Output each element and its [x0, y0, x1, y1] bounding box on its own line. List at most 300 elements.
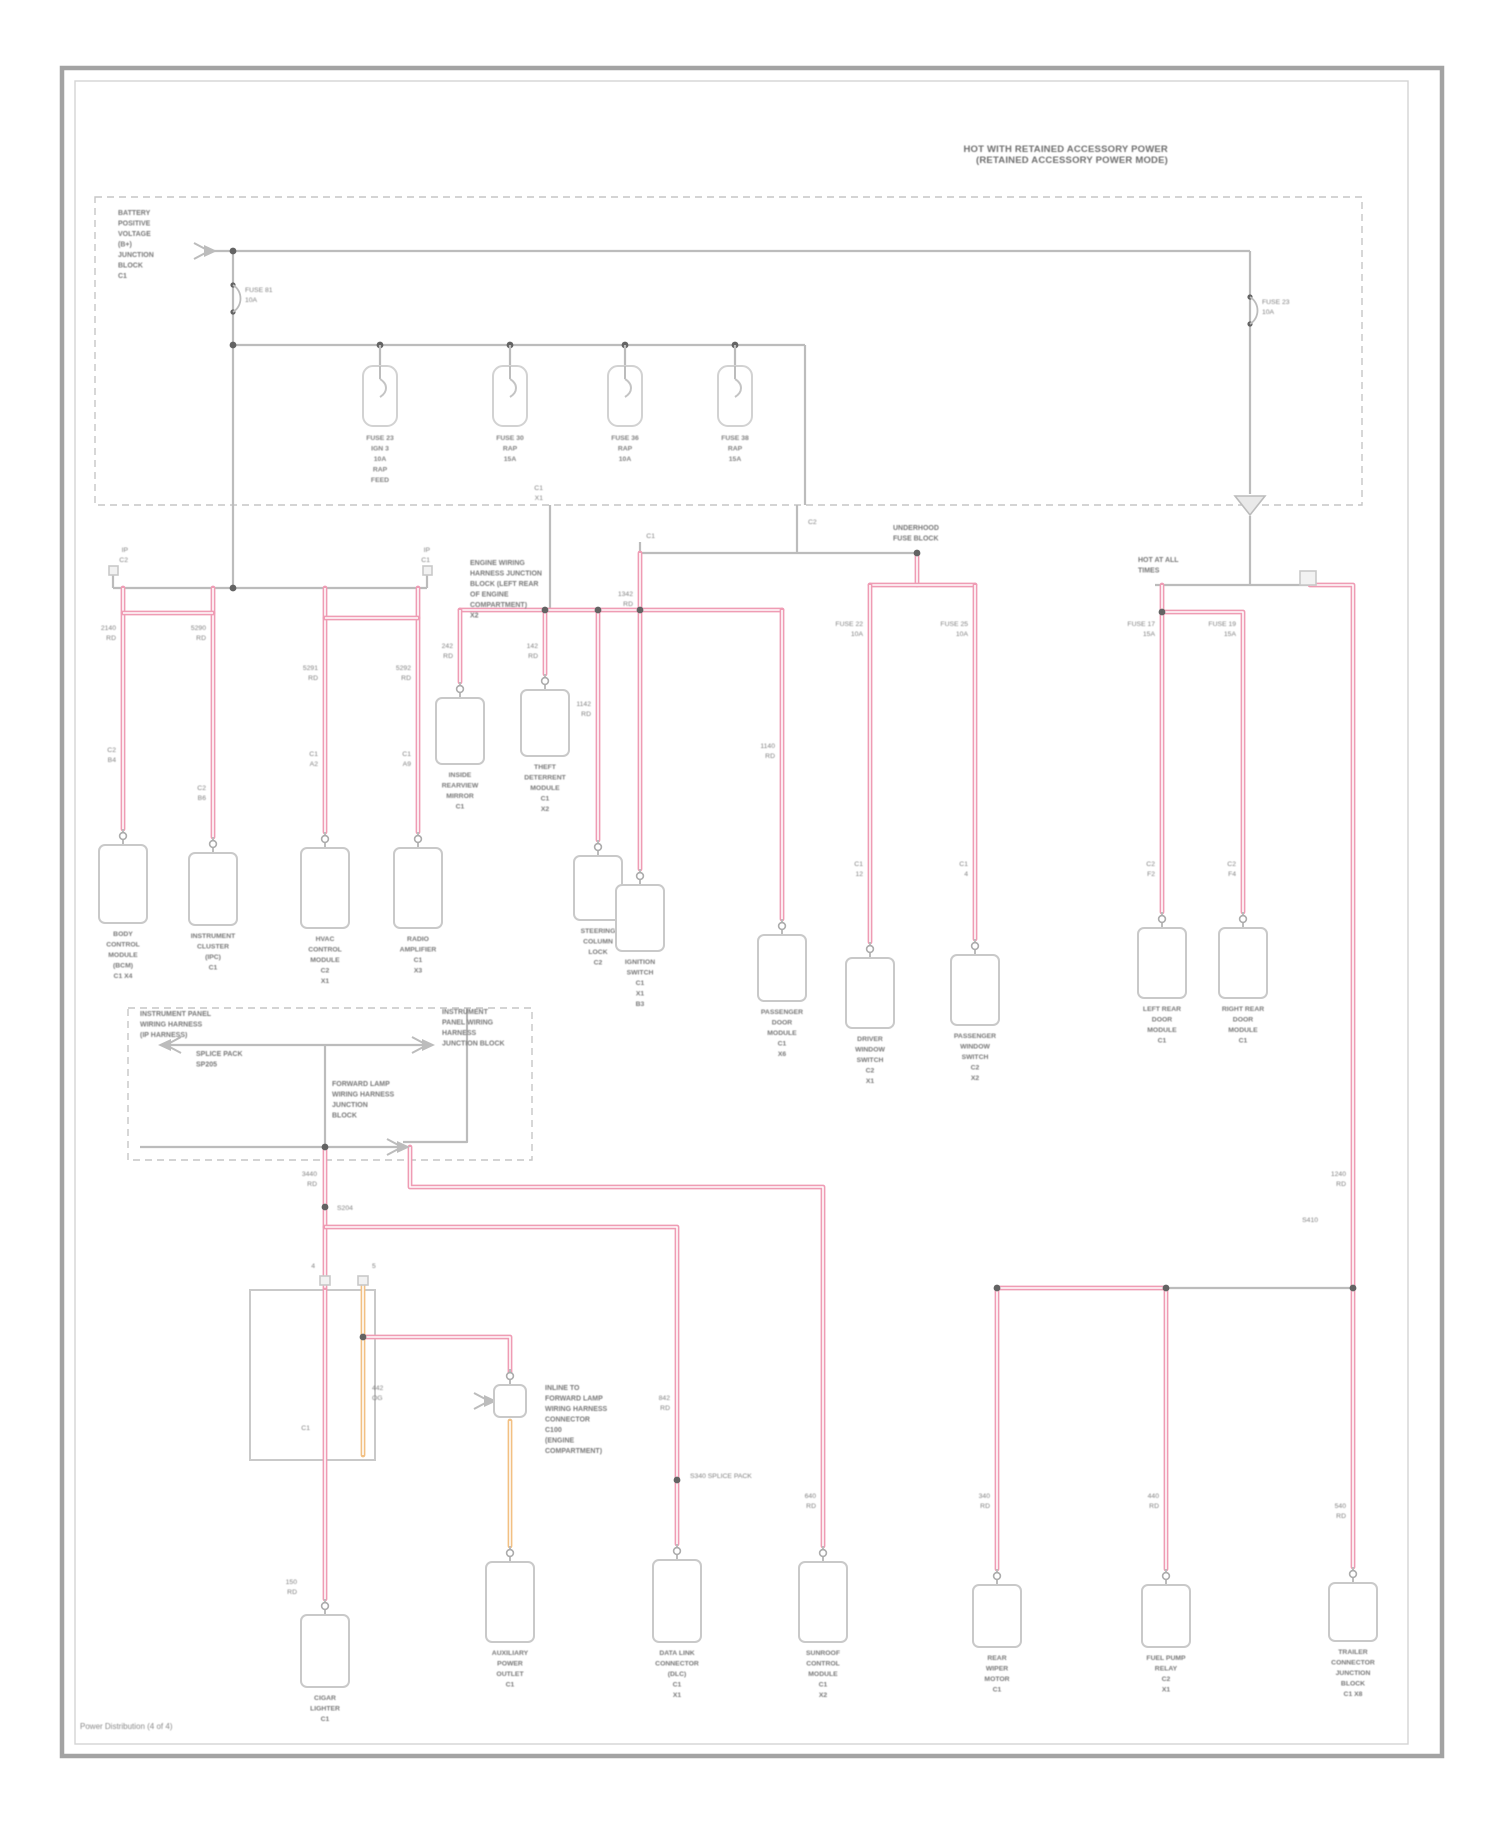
connector-symbol	[846, 958, 894, 1028]
wire-label: 142	[526, 643, 538, 650]
connector-label: SUNROOF	[806, 1650, 840, 1657]
wire-label: C1	[646, 533, 655, 540]
fuse-label: FUSE 38	[721, 435, 749, 442]
label-block-line: X2	[470, 612, 479, 620]
connector-label: X1	[1161, 1686, 1171, 1694]
label-block-line: TIMES	[1138, 567, 1160, 575]
wire-label: 242	[441, 643, 453, 650]
connector-pin-icon	[779, 923, 786, 930]
wire-label: C2	[1227, 861, 1236, 868]
label-block-line: SPLICE PACK	[196, 1051, 243, 1058]
connector-pin-icon	[1163, 1573, 1170, 1580]
connector-label: RIGHT REAR	[1221, 1006, 1265, 1013]
connector-label: COLUMN	[583, 938, 613, 946]
connector-label: POWER	[497, 1660, 523, 1668]
wire-label: RD	[806, 1503, 816, 1510]
wire-label: OG	[372, 1395, 383, 1402]
connector-label: DATA LINK	[659, 1650, 695, 1657]
label-block-line: BLOCK (LEFT REAR	[470, 581, 539, 588]
connector-symbol	[1138, 928, 1186, 998]
connector-label: SWITCH	[856, 1057, 884, 1064]
connector-label: MIRROR	[446, 793, 474, 800]
connector-pin-icon	[457, 686, 464, 693]
junction-dot	[230, 585, 237, 592]
connector-label: MODULE	[1228, 1027, 1258, 1034]
wire-label: RD	[980, 1503, 990, 1510]
connector-pin-icon	[507, 1550, 514, 1557]
label-block-line: BLOCK	[332, 1112, 357, 1120]
wire-label: 4	[311, 1263, 315, 1270]
wire-label: RD	[196, 635, 206, 642]
wire-label: RD	[443, 653, 453, 660]
connector-label: X1	[672, 1692, 682, 1699]
diagram-footer: Power Distribution (4 of 4)	[80, 1722, 173, 1731]
harness-arrow-icon	[204, 245, 217, 257]
junction-dot	[994, 1285, 1001, 1292]
label-block-line: C1	[118, 273, 127, 280]
fuse-label: 15A	[503, 456, 517, 463]
connector-label: MODULE	[310, 957, 340, 964]
label-block-line: INSTRUMENT PANEL	[140, 1011, 212, 1018]
connector-label: (DLC)	[667, 1671, 687, 1678]
wire-label: 150	[285, 1579, 297, 1586]
connector-label: C1	[1238, 1037, 1248, 1045]
connector-label: MODULE	[767, 1030, 797, 1037]
junction-dot	[322, 1144, 329, 1151]
connector-label: C1	[777, 1040, 787, 1048]
wire-label: A2	[309, 761, 318, 768]
wire-label: RD	[1149, 1503, 1159, 1510]
wire-label: RD	[106, 635, 116, 642]
pink-wire	[410, 1147, 823, 1546]
connector-label: X2	[970, 1075, 980, 1082]
connector-pin-icon	[972, 943, 979, 950]
fuse-label: 10A	[618, 456, 632, 463]
connector-label: STEERING	[580, 928, 616, 935]
wire-label: 5	[372, 1263, 376, 1270]
connector-label: C1	[505, 1681, 515, 1689]
fuse-label: FUSE 23	[1262, 299, 1290, 306]
label-block-line: COMPARTMENT)	[470, 602, 528, 609]
label-block-line: INLINE TO	[545, 1385, 580, 1392]
terminal-square	[423, 566, 432, 575]
fuse-label: FUSE 23	[366, 435, 394, 442]
wire-label: RD	[401, 675, 411, 682]
wire-label: RD	[287, 1589, 297, 1596]
connector-label: CONTROL	[106, 941, 140, 949]
fuse-icon	[510, 379, 516, 397]
connector-symbol	[799, 1562, 847, 1642]
connector-pin-icon	[1350, 1571, 1357, 1578]
connector-label: LEFT REAR	[1142, 1006, 1182, 1013]
connector-label: C1	[320, 1716, 330, 1723]
connector-label: X6	[777, 1051, 787, 1058]
label-block-line: WIRING HARNESS	[332, 1091, 395, 1099]
wire-label: 5291	[302, 665, 318, 672]
connector-label: RADIO	[407, 936, 429, 943]
connector-label: INSTRUMENT	[190, 933, 236, 940]
connector-label: INSIDE	[448, 772, 472, 779]
wire-label: S340 SPLICE PACK	[690, 1473, 752, 1480]
connector-label: BODY	[113, 931, 133, 938]
wire-label: F4	[1228, 871, 1236, 878]
label-block-line: HARNESS	[442, 1030, 477, 1037]
fuse-icon	[380, 379, 386, 397]
junction-dot	[542, 607, 549, 614]
connector-label: IGNITION	[624, 959, 656, 966]
wire-label: B4	[107, 757, 116, 764]
connector-label: X1	[635, 990, 645, 998]
connector-label: PASSENGER	[953, 1033, 997, 1040]
component-box	[250, 1290, 375, 1460]
junction-dot	[322, 1204, 329, 1211]
connector-label: C1	[540, 795, 550, 803]
diagram-title-line1: HOT WITH RETAINED ACCESSORY POWER	[963, 144, 1168, 155]
connector-label: X2	[818, 1692, 828, 1699]
connector-label: X2	[540, 806, 550, 813]
connector-pin-icon	[120, 833, 127, 840]
pink-wire-core	[410, 1147, 823, 1546]
terminal-square	[1300, 571, 1316, 585]
wire-label: C2	[119, 557, 128, 564]
connector-symbol	[951, 955, 999, 1025]
connector-label: MODULE	[808, 1671, 838, 1678]
terminal-square	[109, 566, 118, 575]
connector-label: RELAY	[1154, 1665, 1178, 1673]
connector-label: AMPLIFIER	[399, 946, 437, 954]
label-block-line: BLOCK	[118, 262, 143, 270]
connector-pin-icon	[674, 1548, 681, 1555]
connector-label: C2	[865, 1067, 875, 1075]
wire-label: FUSE 25	[940, 621, 968, 628]
fuse-label: 10A	[1262, 309, 1275, 316]
page-border-inner	[75, 81, 1408, 1744]
connector-label: FUEL PUMP	[1146, 1655, 1186, 1662]
connector-pin-icon	[595, 844, 602, 851]
connector-label: WINDOW	[855, 1046, 885, 1054]
fuse-label: RAP	[502, 445, 518, 453]
connector-label: SWITCH	[626, 969, 654, 977]
connector-label: C2	[593, 959, 603, 967]
wire-label: FUSE 22	[835, 621, 863, 628]
connector-pin-icon	[637, 873, 644, 880]
connector-label: PASSENGER	[760, 1009, 804, 1016]
connector-label: CLUSTER	[196, 943, 230, 951]
connector-pin-icon	[994, 1573, 1001, 1580]
connector-label: C1	[818, 1681, 828, 1689]
connector-label: DETERRENT	[524, 774, 566, 782]
wire-label: RD	[528, 653, 538, 660]
label-block-line: HARNESS JUNCTION	[470, 570, 542, 578]
label-block-line: FORWARD LAMP	[545, 1395, 603, 1403]
harness-arrow-icon	[158, 1039, 171, 1051]
connector-symbol	[301, 848, 349, 928]
label-block-line: ENGINE WIRING	[470, 560, 525, 567]
wire-label: RD	[660, 1405, 670, 1412]
connector-symbol	[394, 848, 442, 928]
connector-label: C2	[320, 967, 330, 975]
diagram-title	[963, 144, 1168, 166]
label-block-line: HOT AT ALL	[1138, 557, 1179, 564]
wire-label: 640	[804, 1493, 816, 1500]
wire-label: C1	[959, 861, 968, 868]
wire-label: RD	[307, 1181, 317, 1188]
connector-label: MODULE	[108, 952, 138, 959]
wire-label: RD	[308, 675, 318, 682]
connector-symbol	[301, 1615, 349, 1687]
connector-label: C2	[970, 1064, 980, 1072]
wire-label: X1	[534, 495, 543, 502]
connector-symbol	[486, 1562, 534, 1642]
connector-pin-icon	[322, 1603, 329, 1610]
connector-label: OUTLET	[496, 1671, 524, 1678]
fuse-label: FUSE 30	[496, 435, 524, 442]
label-block-line: WIRING HARNESS	[545, 1406, 608, 1413]
label-block-line: JUNCTION BLOCK	[442, 1040, 505, 1048]
wire-label: 5290	[190, 625, 206, 632]
wire-label: 340	[978, 1493, 990, 1500]
connector-symbol	[1329, 1583, 1377, 1641]
connector-symbol	[1219, 928, 1267, 998]
connector-label: DOOR	[1151, 1016, 1173, 1024]
junction-dot	[674, 1477, 681, 1484]
pink-wire	[363, 1337, 510, 1377]
wire-label: 440	[1147, 1493, 1159, 1500]
wire-label: C2	[1146, 861, 1155, 868]
connector-label: HVAC	[315, 936, 335, 943]
connector-label: WINDOW	[960, 1043, 990, 1051]
pink-wire-core	[1310, 585, 1353, 1567]
wire-label: C2	[197, 785, 206, 792]
wire-label: 442	[372, 1385, 384, 1392]
label-block-line: SP205	[196, 1061, 218, 1069]
wire-label: 1140	[760, 743, 775, 750]
connector-label: REARVIEW	[441, 782, 479, 790]
label-block-line: (B+)	[118, 241, 132, 249]
label-block-line: WIRING HARNESS	[140, 1021, 203, 1029]
connector-symbol	[436, 698, 484, 764]
connector-label: C1	[413, 957, 423, 964]
junction-dot	[595, 607, 602, 614]
connector-label: LIGHTER	[310, 1705, 340, 1713]
pink-wire	[1310, 585, 1353, 1567]
terminal-square	[320, 1276, 330, 1285]
connector-symbol	[758, 935, 806, 1001]
fuse-label: FUSE 81	[245, 287, 273, 294]
page-border-outer	[62, 68, 1442, 1756]
wire-label: 1240	[1330, 1171, 1346, 1178]
wire-label: B6	[197, 795, 206, 802]
connector-label: B3	[635, 1001, 645, 1008]
fuse-label: 15A	[728, 456, 742, 463]
pink-wire-core	[363, 1337, 510, 1377]
fuse-label: RAP	[727, 445, 743, 453]
connector-label: C2	[1161, 1676, 1171, 1683]
wire-label: 540	[1334, 1503, 1346, 1510]
inline-fuse-icon	[233, 285, 241, 312]
wire-label: 15A	[1142, 631, 1155, 638]
fuse-label: IGN 3	[371, 445, 389, 453]
connector-pin-icon	[1159, 916, 1166, 923]
wire-label: C1	[402, 751, 411, 758]
label-block-line: PANEL WIRING	[442, 1019, 494, 1027]
connector-label: X1	[865, 1078, 875, 1085]
connector-label: C1	[635, 980, 645, 987]
wire-label: 2140	[100, 625, 116, 632]
connector-label: MODULE	[1147, 1027, 1177, 1034]
wire-label: FUSE 19	[1208, 621, 1236, 628]
connector-symbol	[616, 885, 664, 951]
label-block-line: COMPARTMENT)	[545, 1448, 603, 1455]
connector-label: C1	[992, 1686, 1002, 1694]
wire-label: 3440	[301, 1171, 317, 1178]
connector-pin-icon	[322, 836, 329, 843]
label-block-line: (ENGINE	[545, 1437, 575, 1445]
connector-label: CONTROL	[806, 1660, 840, 1668]
connector-label: DOOR	[1232, 1016, 1254, 1024]
connector-label: JUNCTION	[1335, 1670, 1371, 1677]
wire-label: 4	[964, 871, 968, 878]
connector-symbol	[653, 1560, 701, 1642]
wire-label: C1	[534, 485, 543, 492]
wire-label: 1142	[576, 701, 591, 708]
wire-label: S204	[337, 1205, 353, 1212]
connector-symbol	[99, 845, 147, 923]
connector-label: C1	[672, 1681, 682, 1689]
wire-label: 15A	[1223, 631, 1236, 638]
connector-symbol	[189, 853, 237, 925]
wire-label: IP	[423, 547, 430, 554]
connector-label: CIGAR	[314, 1695, 336, 1702]
wire-label: RD	[1336, 1513, 1346, 1520]
connector-label: C1	[208, 964, 218, 972]
wire-label: RD	[623, 601, 633, 608]
wire-label: 10A	[955, 631, 968, 638]
connector-label: CONNECTOR	[1331, 1659, 1375, 1667]
connector-pin-icon	[210, 841, 217, 848]
connector-pin-icon	[867, 946, 874, 953]
connector-label: C1 X8	[1343, 1691, 1363, 1698]
connector-label: CONTROL	[308, 946, 342, 954]
connector-label: DRIVER	[857, 1036, 883, 1043]
connector-label: TRAILER	[1338, 1649, 1368, 1656]
fuse-label: FUSE 36	[611, 435, 639, 442]
junction-dot	[1159, 609, 1166, 616]
label-block-line: FUSE BLOCK	[893, 535, 939, 543]
connector-label: CONNECTOR	[655, 1660, 699, 1668]
diagram-title-line2: (RETAINED ACCESSORY POWER MODE)	[976, 155, 1168, 166]
wire-label: F2	[1147, 871, 1155, 878]
junction-dot	[230, 248, 237, 255]
junction-dot	[230, 342, 237, 349]
fuse-label: RAP	[617, 445, 633, 453]
wire-label: C2	[808, 519, 817, 526]
wire-label: C1	[309, 751, 318, 758]
connector-label: C1 X4	[113, 973, 133, 980]
connector-label: MODULE	[530, 785, 560, 792]
connector-label: MOTOR	[984, 1676, 1010, 1683]
wire-label: RD	[765, 753, 775, 760]
fuse-label: RAP	[372, 466, 388, 474]
connector-label: (BCM)	[112, 962, 134, 970]
fuse-label: 10A	[245, 297, 258, 304]
connector-pin-icon	[542, 678, 549, 685]
label-block-line: BATTERY	[118, 210, 151, 217]
connector-symbol	[521, 690, 569, 756]
connector-label: (IPC)	[205, 954, 221, 961]
terminal-square	[358, 1276, 368, 1285]
connector-label: THEFT	[534, 764, 556, 771]
junction-dot	[637, 607, 644, 614]
fuse-label: FEED	[370, 477, 390, 484]
connector-label: X3	[413, 967, 423, 975]
wire-label: 12	[855, 871, 863, 878]
connector-label: C1	[1157, 1037, 1167, 1045]
connector-label: X1	[320, 978, 330, 985]
connector-pin-icon	[1240, 916, 1247, 923]
fuse-icon	[625, 379, 631, 397]
connector-label: REAR	[987, 1655, 1007, 1662]
label-block-line: POSITIVE	[118, 220, 151, 228]
connector-label: BLOCK	[1340, 1680, 1366, 1688]
label-block-line: JUNCTION	[332, 1102, 368, 1109]
inline-fuse-icon	[1250, 297, 1258, 324]
connector-label: SWITCH	[961, 1054, 989, 1061]
label-block-line: INSTRUMENT	[442, 1009, 488, 1016]
wire-label: C1	[421, 557, 430, 564]
connector-pin-icon	[820, 1550, 827, 1557]
label-block-line: CONNECTOR	[545, 1416, 590, 1424]
wire-label: A9	[402, 761, 411, 768]
connector-label: C1	[455, 803, 465, 811]
wire-label: FUSE 17	[1127, 621, 1155, 628]
connector-pin-icon	[415, 836, 422, 843]
connector-symbol	[973, 1585, 1021, 1647]
wire-label: 5292	[395, 665, 411, 672]
junction-dot	[914, 550, 921, 557]
connector-label: LOCK	[588, 949, 608, 956]
junction-dot	[1163, 1285, 1170, 1292]
connector-symbol	[494, 1385, 526, 1417]
connector-label: WIPER	[985, 1665, 1009, 1673]
junction-dot	[360, 1334, 367, 1341]
harness-arrow-icon	[422, 1039, 435, 1051]
connector-symbol	[1142, 1585, 1190, 1647]
wire-label: RD	[1336, 1181, 1346, 1188]
gray-wire	[403, 1008, 467, 1142]
label-block-line: VOLTAGE	[118, 231, 151, 238]
wire-label: 10A	[850, 631, 863, 638]
connector-label: AUXILIARY	[491, 1650, 529, 1657]
label-block-line: JUNCTION	[118, 252, 154, 259]
fuse-icon	[735, 379, 741, 397]
connector-label: DOOR	[771, 1019, 793, 1027]
wire-label: 842	[658, 1395, 670, 1402]
connector-pin-icon	[507, 1373, 514, 1380]
wire-label: C2	[107, 747, 116, 754]
label-block-line: (IP HARNESS)	[140, 1032, 188, 1039]
label-block-line: FORWARD LAMP	[332, 1081, 390, 1088]
wire-label: S410	[1302, 1217, 1318, 1224]
label-block-line: OF ENGINE	[470, 591, 509, 599]
label-block-line: UNDERHOOD	[893, 525, 939, 532]
connector-symbol	[574, 856, 622, 920]
label-block-line: C100	[545, 1427, 562, 1434]
wire-label: 1342	[617, 591, 633, 598]
wire-label: RD	[581, 711, 591, 718]
wire-label: C1	[854, 861, 863, 868]
junction-dot	[1350, 1285, 1357, 1292]
